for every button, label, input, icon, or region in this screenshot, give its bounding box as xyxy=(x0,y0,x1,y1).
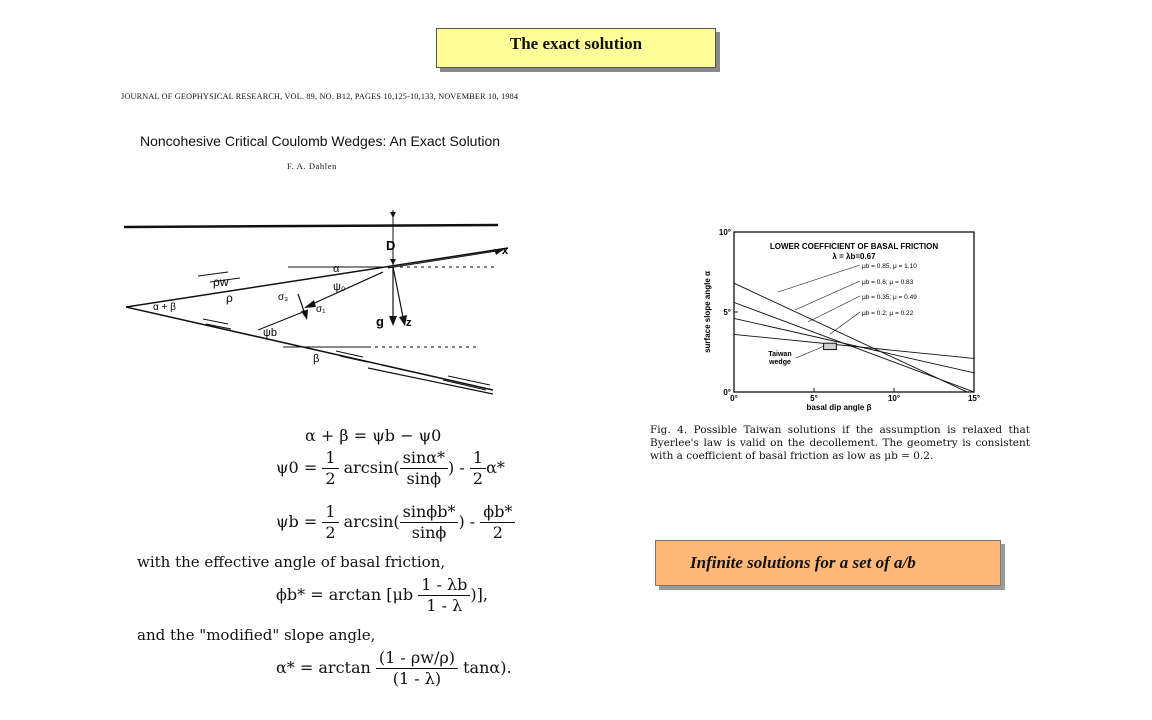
wedge-base-line xyxy=(126,307,493,390)
equation-angle-sum: α + β = ψb − ψ0 xyxy=(305,426,442,445)
legend-entry-0: μb = 0.85, μ = 1.10 xyxy=(862,263,917,270)
label-beta: β xyxy=(313,353,320,365)
taiwan-box xyxy=(824,343,837,349)
y-tick-label-0: 0° xyxy=(723,388,731,397)
label-alpha: α xyxy=(333,263,340,275)
x-tick-label-2: 10° xyxy=(887,394,901,403)
label-psi0: ψ₀ xyxy=(333,281,346,293)
chart-title: LOWER COEFFICIENT OF BASAL FRICTION xyxy=(769,242,939,251)
series-line-1 xyxy=(734,302,974,392)
text-effective-angle: with the effective angle of basal friction, xyxy=(137,553,446,571)
label-D: D xyxy=(386,238,396,253)
paper-title: Noncohesive Critical Coulomb Wedges: An Exact Solution xyxy=(140,133,501,149)
figure-caption xyxy=(650,424,1030,463)
text-modified-slope: and the "modified" slope angle, xyxy=(137,626,376,644)
x-axis xyxy=(388,250,503,268)
label-sigma1: σ₁ xyxy=(316,304,326,315)
label-alpha-beta: α + β xyxy=(153,302,176,313)
equation-alpha-star: α* = arctan $\frac{(1 - \rho w/\rho)}{(1 - \lambda)}$ tanα). xyxy=(276,648,512,688)
label-sigma3: σ₃ xyxy=(278,292,289,303)
equation-psib: ψb = $\frac{1}{2}$ arcsin( $\frac{\sin\phi b*}{\sin\phi}$ ) - $\frac{\phi b*}{2}$ xyxy=(276,502,515,543)
caption-label: Fig. 4. xyxy=(650,424,688,436)
label-rho: ρ xyxy=(226,291,233,305)
y-axis-label: surface slope angle α xyxy=(703,271,712,353)
annotation-taiwan: Taiwan xyxy=(768,351,792,358)
wedge-top-line xyxy=(126,248,508,307)
legend-leader-2 xyxy=(808,296,860,322)
x-tick-label-3: 15° xyxy=(967,394,981,403)
annotation-wedge: wedge xyxy=(769,359,791,366)
note-callout: Infinite solutions for a set of a/b xyxy=(655,540,1001,586)
sea-surface-line xyxy=(124,225,498,227)
paper-author: F. A. Dahlen xyxy=(287,161,337,171)
x-tick-label-0: 0° xyxy=(730,394,738,403)
slide-title: The exact solution xyxy=(436,28,716,68)
label-z: z xyxy=(406,317,412,329)
y-tick-label-2: 10° xyxy=(718,228,731,237)
x-tick-label-1: 5° xyxy=(810,394,818,403)
chart-subtitle: λ = λb=0.67 xyxy=(832,252,876,261)
wedge-diagram xyxy=(118,210,518,400)
label-g: g xyxy=(376,314,384,329)
equation-psi0: ψ0 = $\frac{1}{2}$ arcsin( $\frac{\sin\alpha*}{\sin\phi}$ ) - $\frac{1}{2}$ α* xyxy=(276,448,505,488)
caption-text: Possible Taiwan solutions if the assumption is relaxed that Byerlee's law is valid on the decollement. The geometry is consistent with a coefficient of basal friction as low as μb = 0.2. xyxy=(650,424,1030,462)
legend-entry-2: μb = 0.35; μ = 0.49 xyxy=(862,294,917,301)
x-axis-label: basal dip angle β xyxy=(806,403,872,412)
legend-entry-3: μb = 0.2; μ = 0.22 xyxy=(862,310,914,317)
annotation-leader xyxy=(796,346,824,358)
legend-leader-1 xyxy=(795,281,860,310)
label-rho-w: ρw xyxy=(213,275,229,289)
label-x: x xyxy=(502,245,509,257)
label-psib: ψb xyxy=(263,327,277,339)
equation-phib-star: ϕb* = arctan [μb $\frac{1 - \lambda b}{1 - \lambda}$ )], xyxy=(276,575,488,615)
legend-entry-1: μb = 0.6; μ = 0.83 xyxy=(862,279,914,286)
legend-leader-3 xyxy=(830,312,860,334)
y-tick-label-1: 5° xyxy=(723,308,731,317)
journal-line: JOURNAL OF GEOPHYSICAL RESEARCH, VOL. 89, NO. B12, PAGES 10,125-10,133, NOVEMBER 10, 1984 xyxy=(121,92,519,101)
legend-leader-0 xyxy=(778,265,860,292)
taiwan-solutions-chart xyxy=(700,222,1000,422)
